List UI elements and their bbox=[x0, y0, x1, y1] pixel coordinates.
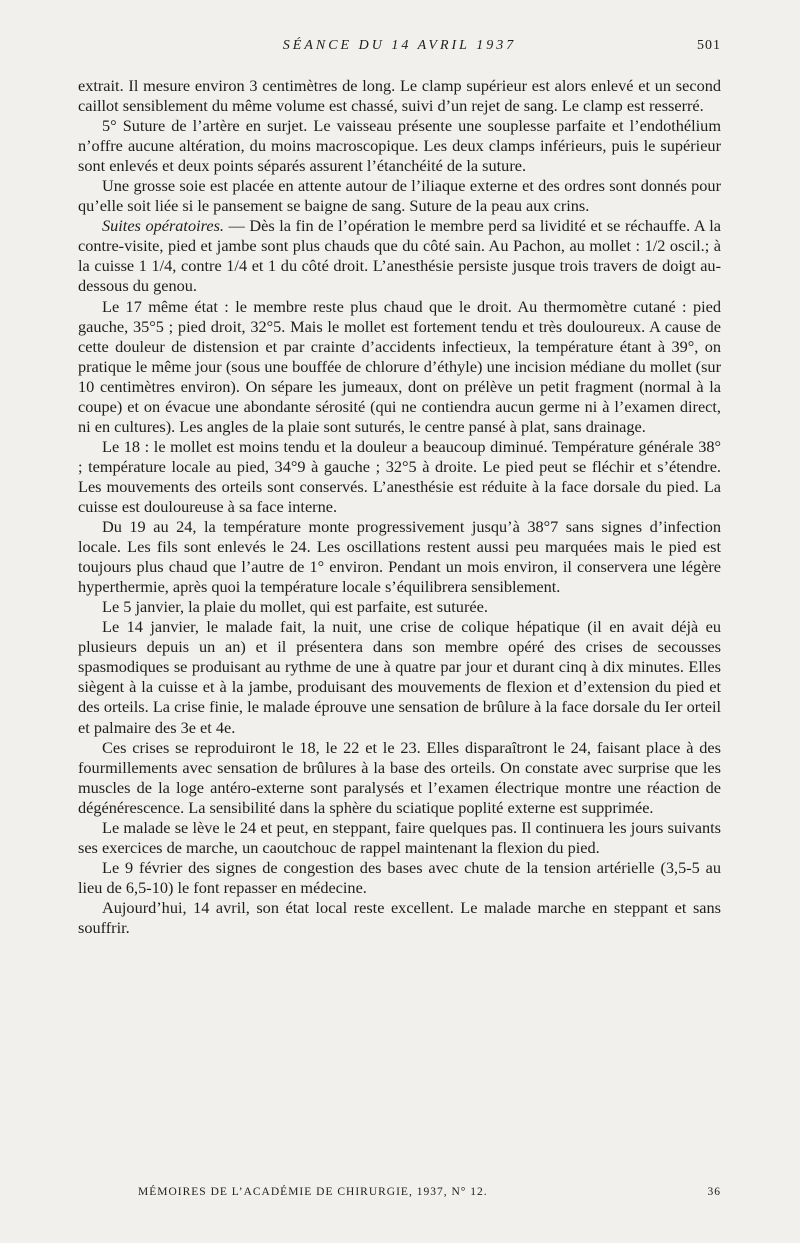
paragraph-5-janvier: Le 5 janvier, la plaie du mollet, qui est parfaite, est suturée. bbox=[102, 597, 488, 617]
paragraph-aujourdhui: Aujourd’hui, 14 avril, son état local reste excellent. Le malade marche en steppant et sans souffrir. bbox=[78, 897, 721, 937]
paragraph-14-janvier: Le 14 janvier, le malade fait, la nuit, une crise de colique hépatique (il en avait déjà eu plusieurs depuis un an) et il présentera dans son membre opéré des crises de secousses spasmodiques se produisant au rythme de une à quatre par jour et durant cinq à dix minutes. Elles siègent à la cuisse et à la jambe, produisant des mouvements de flexion et d’extension du pied et des orteils. La crise finie, le malade éprouve une sensation de brûlure à la face dorsale du Ier orteil et palmaire des 3e et 4e. bbox=[78, 617, 721, 737]
page-footer bbox=[138, 1186, 721, 1204]
paragraph-17: Le 17 même état : le membre reste plus chaud que le droit. Au thermomètre cutané : pied gauche, 35°5 ; pied droit, 32°5. Mais le mollet est fortement tendu et très douloureux. A cause de cette douleur de distension et par crainte d’accidents infectieux, la température étant à 39°, on pratique le même jour (sous une bouffée de chlorure d’éthyle) une incision médiane du mollet (sur 10 centimètres environ). On sépare les jumeaux, dont on prélève un petit fragment (normal à la coupe) et on évacue une abondante sérosité (qui ne contiendra aucun germe ni à l’examen direct, ni en cultures). Les angles de la plaie sont suturés, le centre pansé à plat, sans drainage. bbox=[78, 296, 721, 436]
page-number: 501 bbox=[697, 38, 721, 53]
paragraph-suites-text: — Dès la fin de l’opération le membre perd sa lividité et se réchauffe. A la contre-visite, pied et jambe sont plus chauds que du côté sain. Au Pachon, au mollet : 1/2 oscil.; à la cuisse 1 1/4, contre 1/4 et 1 du côté droit. L’anesthésie persiste jusque trois travers de doigt au-dessous du genou. bbox=[78, 216, 721, 296]
paragraph-marche: Le malade se lève le 24 et peut, en steppant, faire quelques pas. Il continuera les jours suivants ses exercices de marche, un caoutchouc de rappel maintenant la flexion du pied. bbox=[78, 817, 721, 857]
paragraph-19-24: Du 19 au 24, la température monte progressivement jusqu’à 38°7 sans signes d’infection locale. Les fils sont enlevés le 24. Les oscillations restent aussi peu marquées mais le pied est toujours plus chaud que l’autre de 1° environ. Pendant un mois environ, il conservera une légère hyperthermie, après quoi la température locale s’équilibrera sensiblement. bbox=[78, 517, 721, 597]
paragraph-9-fevrier: Le 9 février des signes de congestion des bases avec chute de la tension artérielle (3,5-5 au lieu de 6,5-10) le font repasser en médecine. bbox=[78, 857, 721, 897]
paragraph-continued: extrait. Il mesure environ 3 centimètres de long. Le clamp supérieur est alors enlevé et un second caillot sensiblement du même volume est chassé, suivi d’un rejet de sang. Le clamp est resserré. bbox=[78, 76, 721, 116]
running-header bbox=[78, 38, 721, 58]
journal-citation: MÉMOIRES DE L’ACADÉMIE DE CHIRURGIE, 1937, N° 12. bbox=[138, 1186, 488, 1198]
signature-mark: 36 bbox=[707, 1186, 721, 1198]
paragraph-suture: 5° Suture de l’artère en surjet. Le vaisseau présente une souplesse parfaite et l’endothélium n’offre aucune altération, du moins macroscopique. Les deux clamps inférieurs, puis le supérieur sont enlevés et deux points séparés assurent l’étanchéité de la suture. bbox=[78, 116, 721, 176]
body-text bbox=[78, 76, 721, 938]
running-title: SÉANCE DU 14 AVRIL 1937 bbox=[282, 38, 517, 53]
paragraph-18: Le 18 : le mollet est moins tendu et la douleur a beaucoup diminué. Température générale 38° ; température locale au pied, 34°9 à gauche ; 32°5 à droite. Le pied peut se fléchir et s’étendre. Les mouvements des orteils sont conservés. L’anesthésie est réduite à la face dorsale du pied. La cuisse est douloureuse à sa face interne. bbox=[78, 436, 721, 516]
paragraph-soie: Une grosse soie est placée en attente autour de l’iliaque externe et des ordres sont donnés pour qu’elle soit liée si le pansement se baigne de sang. Suture de la peau aux crins. bbox=[78, 176, 721, 216]
section-heading-suites: Suites opératoires. bbox=[102, 216, 224, 236]
paragraph-suites-operatoires bbox=[78, 216, 721, 296]
paragraph-crises: Ces crises se reproduiront le 18, le 22 et le 23. Elles disparaîtront le 24, faisant place à des fourmillements avec sensation de brûlures à la base des orteils. On constate avec surprise que les muscles de la loge antéro-externe sont paralysés et l’examen électrique montre une réaction de dégénérescence. La sensibilité dans la sphère du sciatique poplité externe est supprimée. bbox=[78, 737, 721, 817]
